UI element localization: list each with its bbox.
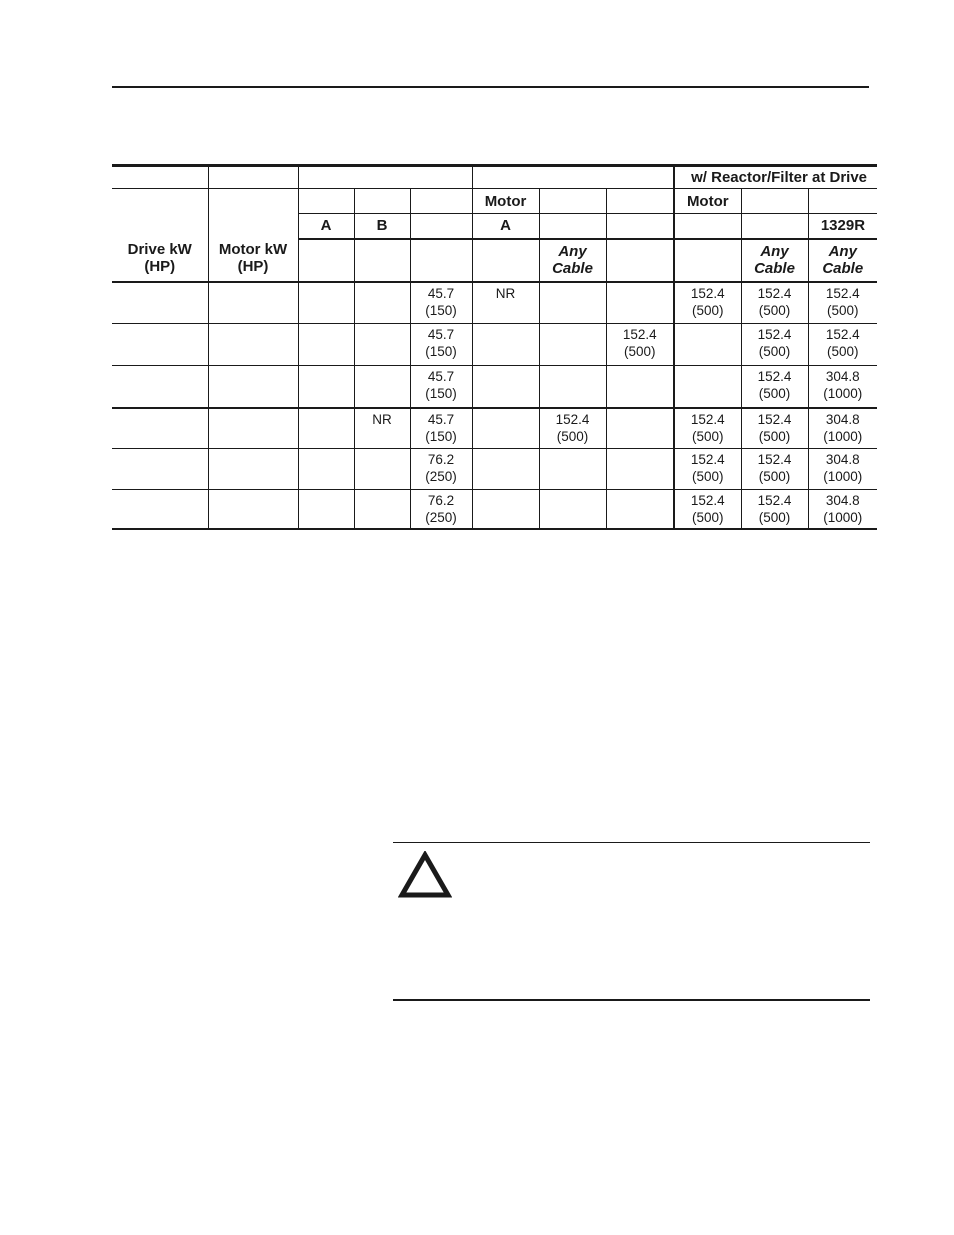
table-cell (606, 324, 674, 366)
table-cell (539, 324, 606, 366)
table-cell (606, 490, 674, 529)
cell-value: (150) (425, 344, 457, 359)
cell-value: 152.4 (757, 493, 792, 508)
motor-kw-cell (208, 282, 298, 324)
attention-bottom-rule (393, 999, 870, 1001)
motor-kw-cell (208, 490, 298, 529)
cell-value: (500) (556, 428, 589, 444)
table-row (112, 449, 877, 490)
motor-kw-header (208, 189, 298, 282)
header-cell (112, 166, 208, 189)
cell-value: (500) (692, 469, 724, 484)
header-cell (472, 239, 539, 282)
motor-kw-cell (208, 449, 298, 490)
table-cell (298, 282, 354, 324)
cell-value: 152.4 (757, 452, 792, 467)
cell-value: NR (495, 285, 516, 301)
table-cell (354, 449, 410, 490)
cell-value: 76.2 (427, 493, 455, 508)
cell-value: 152.4 (825, 285, 860, 301)
table-cell (741, 282, 808, 324)
cell-value: (1000) (823, 386, 863, 401)
motor-kw-cell (208, 366, 298, 408)
drive-kw-cell (112, 324, 208, 366)
cell-value: (500) (624, 344, 656, 359)
table-cell (741, 449, 808, 490)
motor-header-2: Motor (674, 189, 741, 214)
cell-value: (500) (827, 302, 859, 318)
table-cell (606, 449, 674, 490)
cell-value: (500) (758, 344, 791, 359)
header-cell (410, 189, 472, 214)
cell-value: 304.8 (825, 493, 860, 508)
table-cell (808, 490, 877, 529)
table-cell (674, 490, 741, 529)
table-cell (410, 282, 472, 324)
table-cell (354, 366, 410, 408)
cell-value: (150) (425, 386, 457, 401)
header-cell (606, 239, 674, 282)
cell-value: (250) (425, 469, 457, 484)
header-row-1 (112, 166, 877, 189)
table-cell (472, 282, 539, 324)
table-cell (539, 366, 606, 408)
table-cell (741, 366, 808, 408)
header-cell (472, 166, 674, 189)
header-cell (354, 189, 410, 214)
table-cell (472, 408, 539, 449)
header-cell (606, 214, 674, 239)
cell-value: (500) (692, 510, 724, 525)
drive-hp-label: (HP) (144, 257, 176, 275)
cell-value: (500) (758, 469, 791, 484)
table-cell (808, 366, 877, 408)
cell-value: 76.2 (427, 452, 455, 467)
cell-value: (150) (425, 302, 457, 318)
table-cell (674, 366, 741, 408)
table-cell (606, 366, 674, 408)
header-cell (539, 214, 606, 239)
table-cell (354, 324, 410, 366)
any-cable-header-1 (539, 239, 606, 282)
motor-kw-label: Motor kW (218, 240, 288, 258)
warning-triangle-icon (398, 851, 452, 899)
header-cell (674, 214, 741, 239)
header-cell (808, 189, 877, 214)
table-cell (410, 490, 472, 529)
table-cell (539, 408, 606, 449)
motor-hp-label: (HP) (237, 257, 269, 275)
table-cell (298, 366, 354, 408)
table-cell (354, 282, 410, 324)
cell-value: 152.4 (622, 327, 657, 342)
table-cell (298, 408, 354, 449)
cell-value: 152.4 (825, 327, 860, 342)
cell-value: 152.4 (690, 493, 725, 508)
cell-value: (500) (758, 386, 791, 401)
drive-kw-cell (112, 449, 208, 490)
drive-kw-cell (112, 366, 208, 408)
any-label: Any (760, 243, 789, 260)
cell-value: 152.4 (690, 285, 725, 301)
a-header-1: A (298, 214, 354, 239)
table-cell (539, 282, 606, 324)
header-cell (539, 189, 606, 214)
header-cell (298, 239, 354, 282)
cell-value: 45.7 (427, 369, 455, 384)
table-cell (808, 449, 877, 490)
cable-length-table (112, 164, 877, 530)
cell-value: (500) (827, 344, 859, 359)
table-cell (674, 408, 741, 449)
cell-value: (250) (425, 510, 457, 525)
top-rule (112, 86, 869, 88)
table-cell (472, 490, 539, 529)
table-cell (410, 324, 472, 366)
header-cell (606, 189, 674, 214)
cell-value: 45.7 (427, 285, 455, 301)
cell-value: 152.4 (757, 327, 792, 342)
attention-top-rule (393, 842, 870, 843)
table-cell (741, 408, 808, 449)
cell-value: (1000) (823, 428, 863, 444)
header-cell (410, 214, 472, 239)
cell-value: 152.4 (690, 452, 725, 467)
header-cell (208, 166, 298, 189)
table-cell (410, 408, 472, 449)
header-row-2 (112, 189, 877, 214)
any-cable-header-3 (808, 239, 877, 282)
table-cell (539, 490, 606, 529)
cell-value: 152.4 (555, 411, 590, 427)
cell-value: (500) (692, 302, 724, 318)
drive-kw-cell (112, 282, 208, 324)
cable-label: Cable (822, 260, 864, 277)
cable-label: Cable (754, 260, 795, 277)
table-cell (808, 408, 877, 449)
header-cell (298, 189, 354, 214)
drive-kw-label: Drive kW (127, 240, 192, 258)
cell-value: (500) (758, 510, 791, 525)
table-cell (298, 324, 354, 366)
cable-label: Cable (552, 260, 593, 277)
table-cell (606, 282, 674, 324)
any-label: Any (558, 243, 587, 260)
group-title: w/ Reactor/Filter at Drive (674, 166, 877, 189)
any-label: Any (828, 243, 857, 260)
table-cell (410, 366, 472, 408)
cell-value: (1000) (823, 510, 863, 525)
header-cell (741, 189, 808, 214)
table-cell (410, 449, 472, 490)
cell-value: 152.4 (757, 411, 792, 427)
table-row (112, 408, 877, 449)
cell-value: (150) (425, 428, 457, 444)
motor-kw-cell (208, 324, 298, 366)
b-header: B (354, 214, 410, 239)
header-cell (741, 214, 808, 239)
motor-kw-cell (208, 408, 298, 449)
cell-value: (1000) (823, 469, 863, 484)
table-cell (472, 324, 539, 366)
table-cell (741, 324, 808, 366)
header-cell (674, 239, 741, 282)
table-cell (298, 449, 354, 490)
table-row (112, 282, 877, 324)
drive-kw-cell (112, 490, 208, 529)
table-cell (472, 366, 539, 408)
header-cell (298, 166, 472, 189)
cell-value: 45.7 (427, 411, 455, 427)
table-cell (472, 449, 539, 490)
cell-value: (500) (692, 428, 724, 444)
1329r-header: 1329R (808, 214, 877, 239)
table-cell (606, 408, 674, 449)
table-cell (674, 449, 741, 490)
cell-value: 152.4 (757, 285, 792, 301)
a-header-2: A (472, 214, 539, 239)
table-cell (298, 490, 354, 529)
table-cell (808, 282, 877, 324)
header-cell (410, 239, 472, 282)
table-cell (354, 490, 410, 529)
header-cell (354, 239, 410, 282)
cell-value: 152.4 (757, 369, 792, 384)
cell-value: (500) (758, 302, 791, 318)
table-row (112, 324, 877, 366)
cell-value: (500) (758, 428, 791, 444)
table-cell (674, 282, 741, 324)
table-row (112, 366, 877, 408)
cell-value: 45.7 (427, 327, 455, 342)
table-cell (674, 324, 741, 366)
cell-value: 304.8 (825, 452, 860, 467)
table-cell (539, 449, 606, 490)
cell-value: 152.4 (690, 411, 725, 427)
motor-header-1: Motor (472, 189, 539, 214)
cell-value: NR (372, 411, 392, 427)
drive-kw-cell (112, 408, 208, 449)
cell-value: 304.8 (825, 369, 860, 384)
table-cell (741, 490, 808, 529)
drive-kw-header (112, 189, 208, 282)
table-row (112, 490, 877, 529)
any-cable-header-2 (741, 239, 808, 282)
cell-value: 304.8 (825, 411, 860, 427)
table-cell (808, 324, 877, 366)
table-cell (354, 408, 410, 449)
